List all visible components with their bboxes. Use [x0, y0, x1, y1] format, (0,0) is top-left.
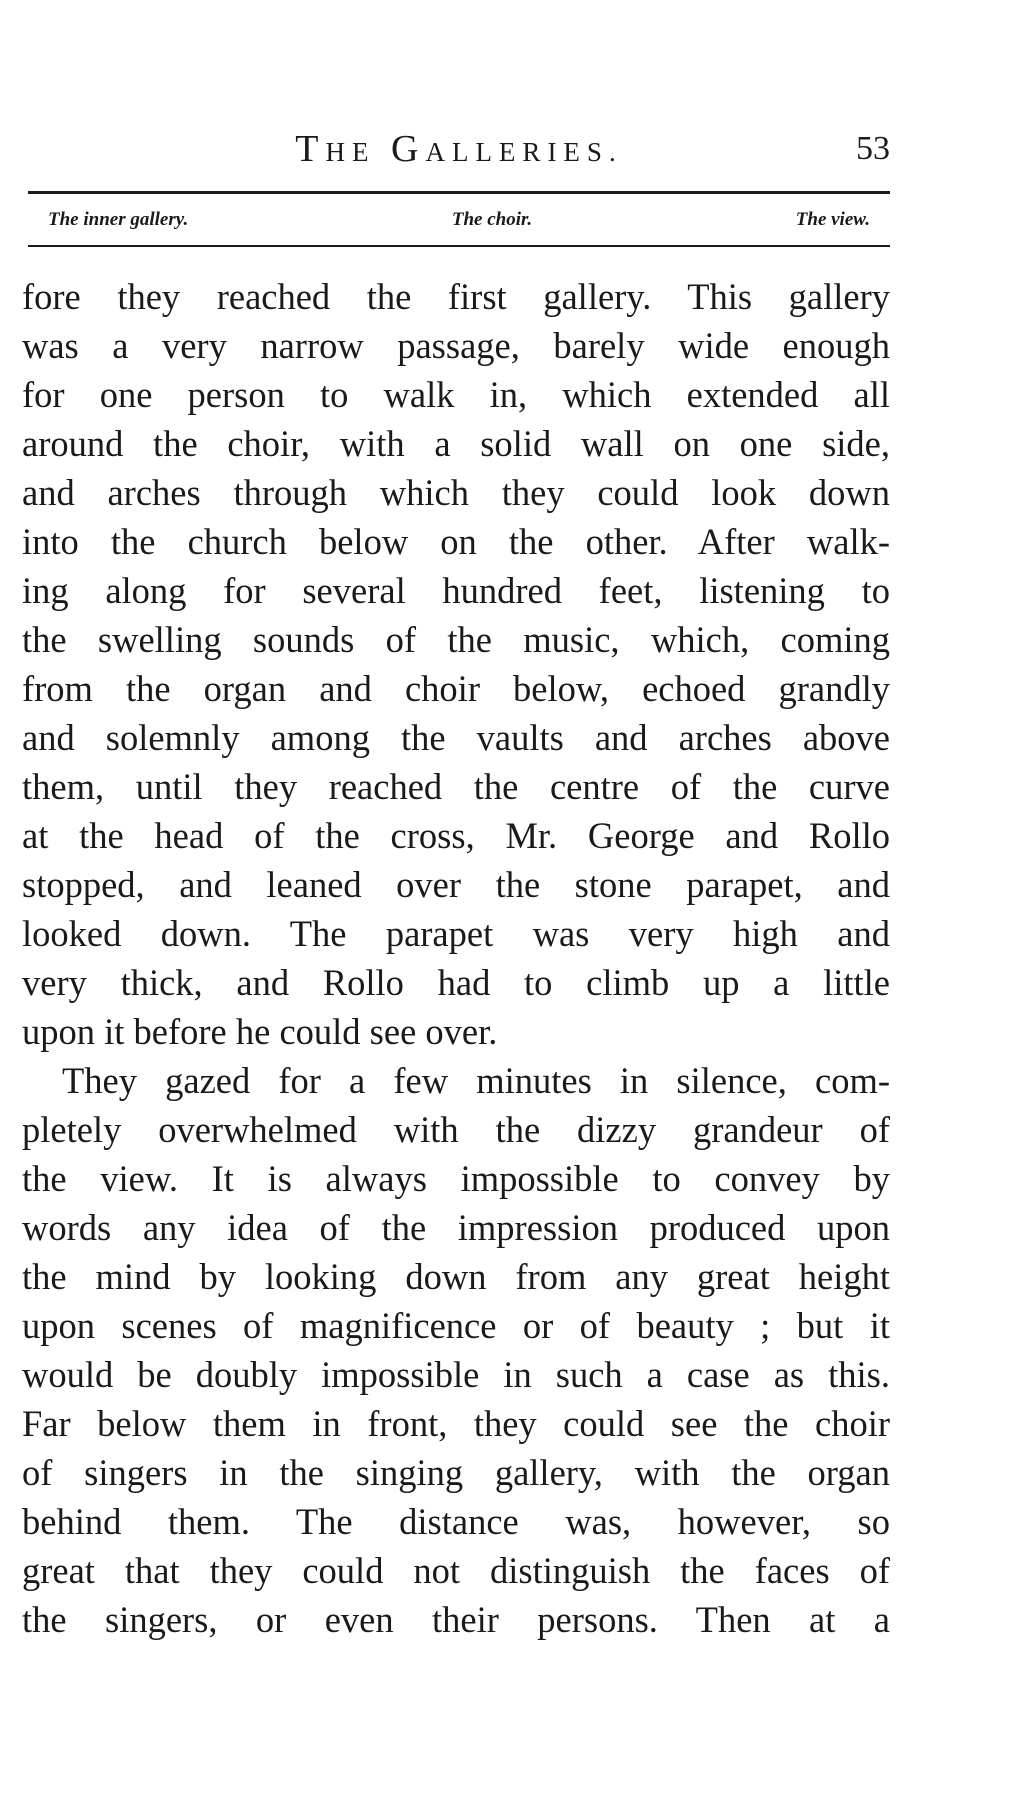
- text-line: very thick, and Rollo had to climb up a little: [22, 962, 890, 1003]
- text-line: fore they reached the first gallery. This gallery: [22, 276, 890, 317]
- text-line: Far below them in front, they could see the choir: [22, 1403, 890, 1444]
- text-line: behind them. The distance was, however, so: [22, 1501, 890, 1542]
- text-line: of singers in the singing gallery, with the organ: [22, 1452, 890, 1493]
- text-line: would be doubly impossible in such a case as this.: [22, 1354, 890, 1395]
- text-line: ing along for several hundred feet, listening to: [22, 570, 890, 611]
- topic-heading-view: The view.: [795, 209, 870, 230]
- text-line: at the head of the cross, Mr. George and Rollo: [22, 815, 890, 856]
- text-line: upon it before he could see over.: [22, 1011, 498, 1052]
- text-line: stopped, and leaned over the stone parapet, and: [22, 864, 890, 905]
- text-line: and solemnly among the vaults and arches above: [22, 717, 890, 758]
- text-line: from the organ and choir below, echoed grandly: [22, 668, 890, 709]
- topic-headings: [28, 198, 890, 242]
- text-line: great that they could not distinguish the faces of: [22, 1550, 890, 1591]
- body-text: [22, 272, 890, 1644]
- text-line: the mind by looking down from any great height: [22, 1256, 890, 1297]
- text-line: around the choir, with a solid wall on one side,: [22, 423, 890, 464]
- text-line: and arches through which they could look down: [22, 472, 890, 513]
- text-line: was a very narrow passage, barely wide enough: [22, 325, 890, 366]
- header-rule-top: [28, 191, 890, 194]
- text-line: looked down. The parapet was very high and: [22, 913, 890, 954]
- running-head-title: THE GALLERIES.: [295, 128, 623, 170]
- text-line: into the church below on the other. After walk-: [22, 521, 890, 562]
- text-line: They gazed for a few minutes in silence, com-: [62, 1060, 890, 1101]
- topic-heading-inner-gallery: The inner gallery.: [48, 209, 189, 230]
- text-line: pletely overwhelmed with the dizzy grandeur of: [22, 1109, 890, 1150]
- text-line: the singers, or even their persons. Then at a: [22, 1599, 890, 1640]
- page-number: 53: [856, 130, 890, 167]
- header-rule-bottom: [28, 245, 890, 247]
- text-line: for one person to walk in, which extended all: [22, 374, 890, 415]
- running-head: [28, 124, 890, 174]
- topic-heading-choir: The choir.: [451, 209, 533, 230]
- text-line: the view. It is always impossible to convey by: [22, 1158, 890, 1199]
- text-line: words any idea of the impression produced upon: [22, 1207, 890, 1248]
- text-line: them, until they reached the centre of the curve: [22, 766, 890, 807]
- text-line: the swelling sounds of the music, which, coming: [22, 619, 890, 660]
- text-line: upon scenes of magnificence or of beauty ; but it: [22, 1305, 890, 1346]
